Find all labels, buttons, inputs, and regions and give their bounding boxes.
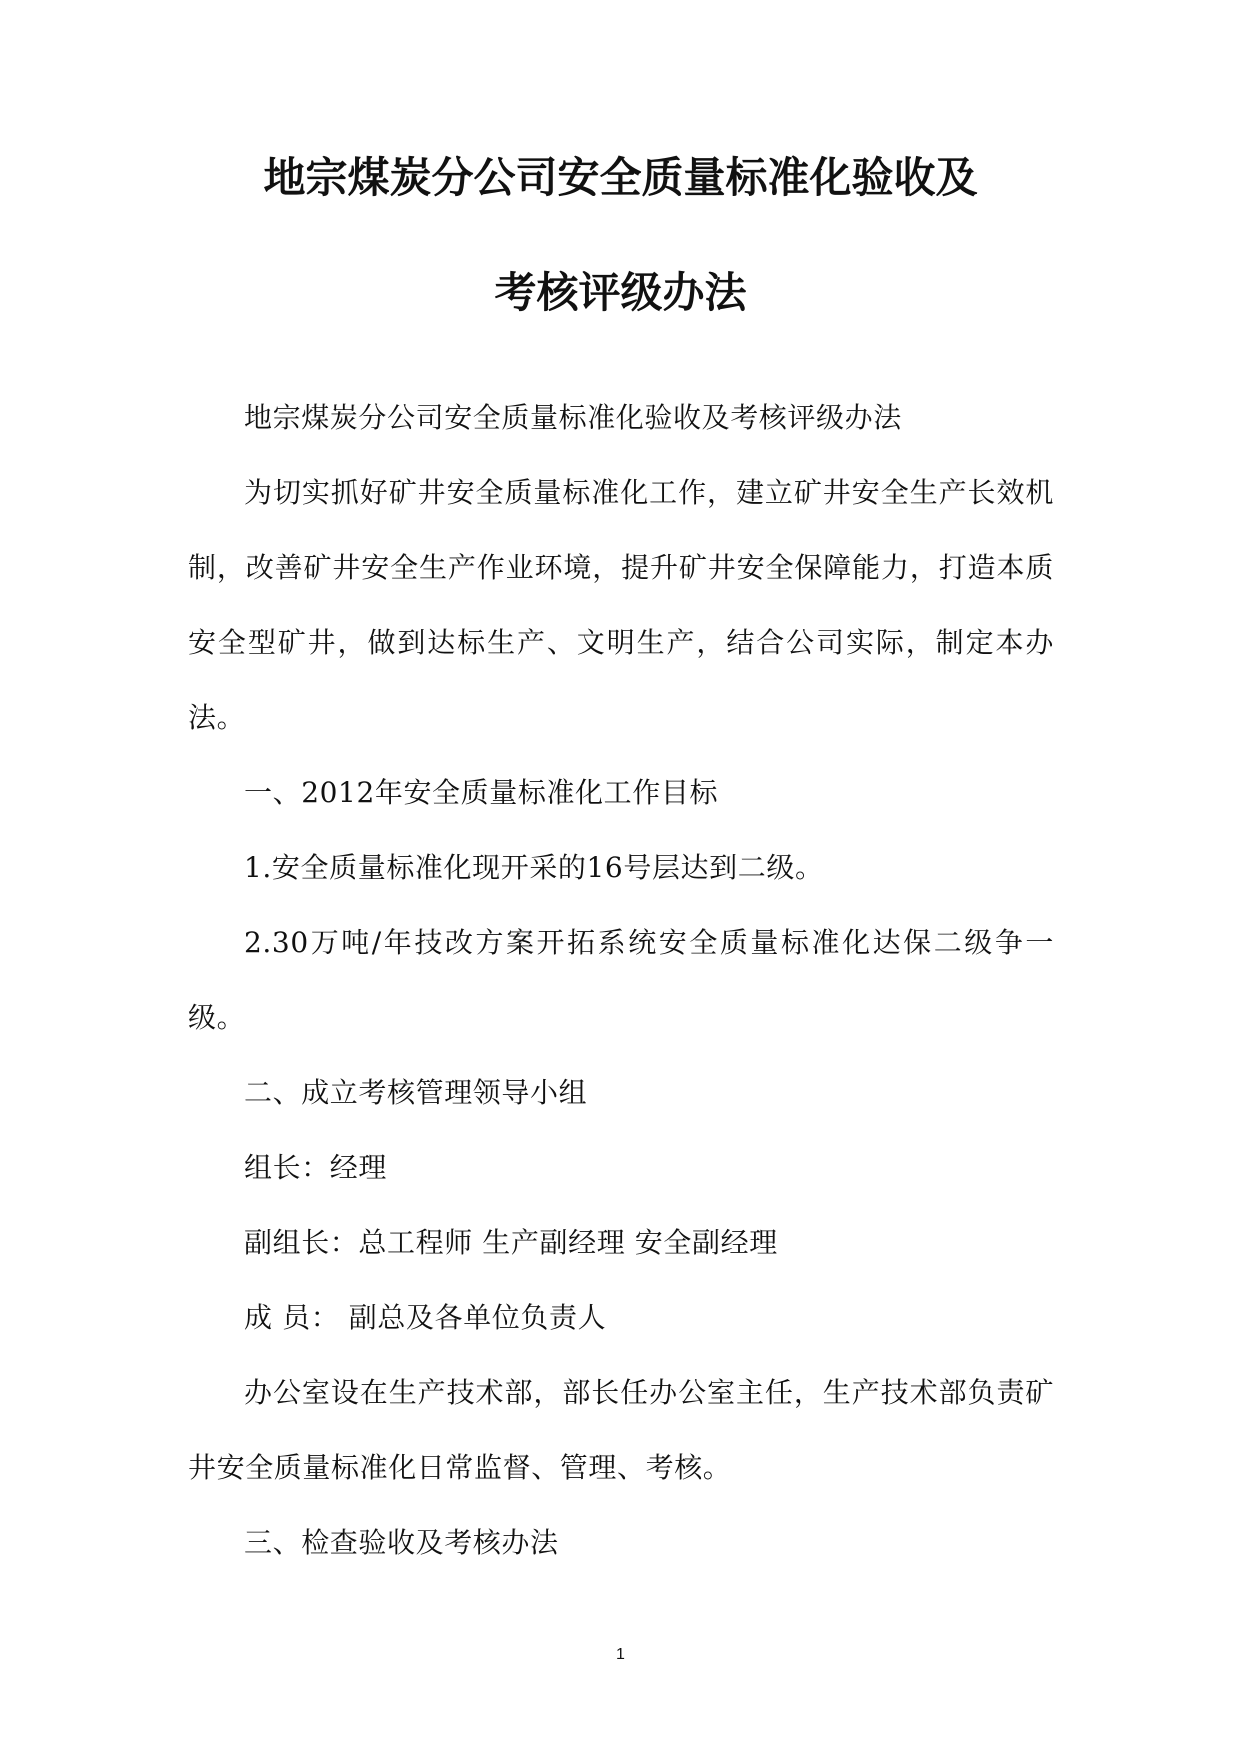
document-title-line-1: 地宗煤炭分公司安全质量标准化验收及 [263,153,978,202]
paragraph-office: 办公室设在生产技术部，部长任办公室主任，生产技术部负责矿井安全质量标准化日常监督、管理、考核。 [188,1376,1054,1484]
section-heading-2: 二、成立考核管理领导小组 [244,1076,588,1109]
team-leader: 组长：经理 [244,1151,388,1184]
paragraph-intro: 为切实抓好矿井安全质量标准化工作，建立矿井安全生产长效机制，改善矿井安全生产作业环境，提升矿井安全保障能力，打造本质安全型矿井，做到达标生产、文明生产，结合公司实际，制定本办法。 [188,476,1054,734]
paragraph-subtitle: 地宗煤炭分公司安全质量标准化验收及考核评级办法 [244,401,902,434]
document-body [188,380,1054,1580]
section-heading-3: 三、检查验收及考核办法 [244,1526,559,1559]
list-item-2: 2.30万吨/年技改方案开拓系统安全质量标准化达保二级争一级。 [188,926,1054,1034]
document-title-line-2: 考核评级办法 [494,268,747,317]
page-number: 1 [616,1646,625,1663]
team-deputy-leaders: 副组长：总工程师 生产副经理 安全副经理 [244,1226,778,1259]
team-members: 成 员： 副总及各单位负责人 [244,1301,607,1334]
section-heading-1: 一、2012年安全质量标准化工作目标 [244,776,719,809]
list-item-1: 1.安全质量标准化现开采的16号层达到二级。 [244,851,824,884]
